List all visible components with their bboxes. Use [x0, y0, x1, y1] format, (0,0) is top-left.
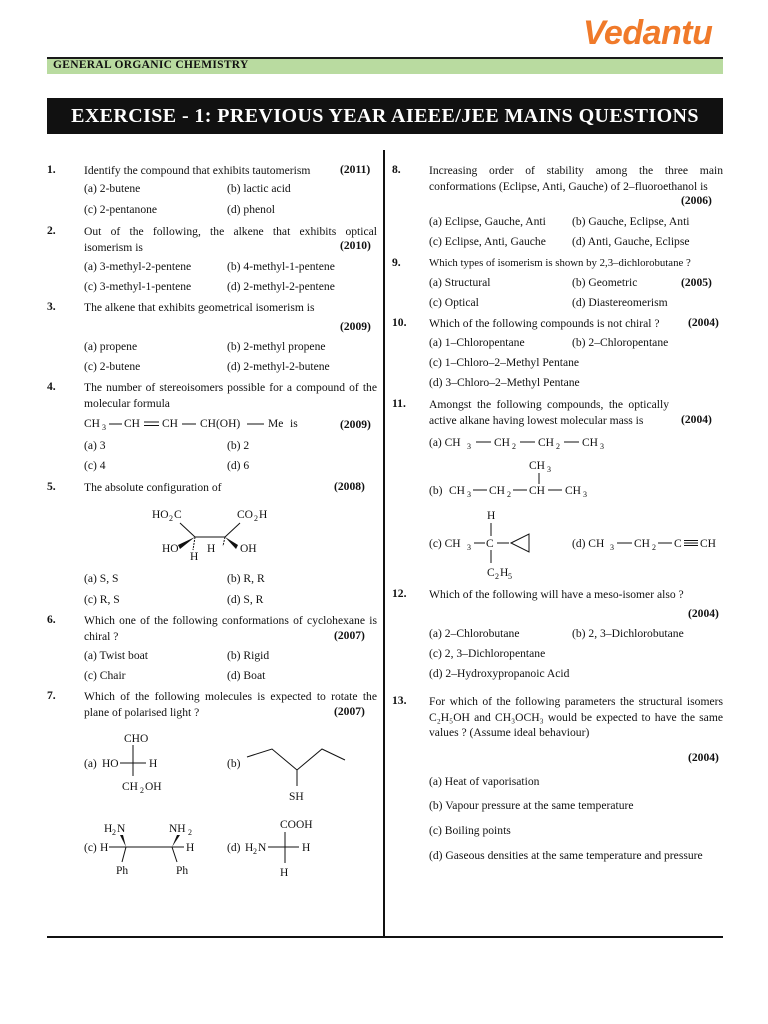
q11-option-c-structure — [429, 506, 569, 580]
svg-text:H: H — [190, 551, 199, 563]
svg-text:CH: CH — [494, 437, 510, 449]
svg-text:C: C — [674, 538, 682, 550]
svg-text:CH: CH — [162, 418, 178, 430]
q7-option-c-structure — [84, 820, 224, 880]
q11-number: 11. — [392, 397, 406, 410]
q2-option-d: (d) 2-methyl-2-pentene — [227, 280, 335, 293]
svg-text:NH: NH — [169, 823, 186, 835]
svg-text:5: 5 — [508, 572, 512, 581]
q13-option-c: (c) Boiling points — [429, 824, 511, 837]
q12-number: 12. — [392, 587, 407, 600]
svg-text:(a) CH: (a) CH — [429, 437, 461, 449]
svg-text:H: H — [280, 867, 289, 879]
q9-number: 9. — [392, 256, 401, 269]
svg-text:CH: CH — [449, 485, 465, 497]
q5-tartaric-acid-structure — [150, 505, 280, 565]
svg-text:CH(OH): CH(OH) — [200, 418, 241, 430]
svg-text:(d) CH: (d) CH — [572, 538, 605, 550]
q9-year: (2005) — [681, 276, 712, 289]
q2-text: Out of the following, the alkene that exhibits optical isomerism is — [84, 225, 377, 254]
q7-option-d-structure — [227, 818, 337, 880]
svg-text:2: 2 — [495, 572, 499, 581]
q9-text: Which types of isomerism is shown by 2,3–dichlorobutane ? — [429, 257, 691, 269]
svg-text:H: H — [100, 842, 109, 854]
q11-option-d-structure — [572, 534, 722, 556]
svg-text:2: 2 — [512, 442, 516, 451]
q8-number: 8. — [392, 163, 401, 176]
q8-year: (2006) — [681, 194, 712, 207]
column-divider — [383, 150, 385, 938]
q8-option-a: (a) Eclipse, Gauche, Anti — [429, 215, 546, 228]
svg-text:H: H — [487, 510, 496, 522]
svg-text:(d): (d) — [227, 842, 241, 854]
svg-text:OH: OH — [145, 781, 162, 793]
q5-text: The absolute configuration of — [84, 481, 222, 494]
svg-text:CH: CH — [529, 485, 545, 497]
svg-text:(c) CH: (c) CH — [429, 538, 461, 550]
svg-text:COOH: COOH — [280, 819, 313, 831]
q6-option-d: (d) Boat — [227, 669, 266, 682]
q10-option-d: (d) 3–Chloro–2–Methyl Pentane — [429, 376, 580, 389]
svg-text:H: H — [259, 509, 268, 521]
svg-text:Ph: Ph — [116, 865, 129, 877]
q4-option-a: (a) 3 — [84, 439, 106, 452]
q8-text: Increasing order of stability among the three main conformations (Eclipse, Anti, Gauche) of 2–fluoroethanol is — [429, 164, 723, 193]
svg-text:CO: CO — [237, 509, 253, 521]
q10-option-b: (b) 2–Chloropentane — [572, 336, 669, 349]
svg-text:3: 3 — [583, 490, 587, 499]
svg-text:is: is — [290, 418, 298, 430]
svg-text:C: C — [174, 509, 182, 521]
q2-option-c: (c) 3-methyl-1-pentene — [84, 280, 192, 293]
q1-option-a: (a) 2-butene — [84, 182, 141, 195]
svg-text:2: 2 — [507, 490, 511, 499]
svg-text:3: 3 — [467, 442, 471, 451]
svg-text:3: 3 — [102, 423, 106, 432]
svg-text:C: C — [487, 567, 495, 579]
q4-number: 4. — [47, 380, 56, 393]
q1-option-b: (b) lactic acid — [227, 182, 291, 195]
svg-text:3: 3 — [600, 442, 604, 451]
q1-option-d: (d) phenol — [227, 203, 275, 216]
q13-option-b: (b) Vapour pressure at the same temperature — [429, 799, 634, 812]
q11-option-b-structure — [429, 456, 599, 502]
svg-text:CH: CH — [565, 485, 581, 497]
q13-option-a: (a) Heat of vaporisation — [429, 775, 540, 788]
q5-year: (2008) — [334, 480, 365, 493]
q3-number: 3. — [47, 300, 56, 313]
svg-text:H: H — [186, 842, 195, 854]
q12-option-c: (c) 2, 3–Dichloropentane — [429, 647, 546, 660]
svg-text:3: 3 — [467, 543, 471, 552]
svg-text:HO: HO — [162, 543, 179, 555]
q3-option-b: (b) 2-methyl propene — [227, 340, 326, 353]
q4-text: The number of stereoisomers possible for a compound of the molecular formula — [84, 381, 377, 410]
svg-text:2: 2 — [652, 543, 656, 552]
svg-text:CH: CH — [529, 460, 545, 472]
svg-text:OH: OH — [240, 543, 257, 555]
svg-text:N: N — [117, 823, 126, 835]
q6-option-a: (a) Twist boat — [84, 649, 149, 662]
svg-text:2: 2 — [169, 514, 173, 523]
q1-number: 1. — [47, 163, 56, 176]
q4-option-b: (b) 2 — [227, 439, 250, 452]
q12-year: (2004) — [688, 607, 719, 620]
svg-text:N: N — [258, 842, 267, 854]
q11-option-a-structure — [429, 432, 629, 454]
q2-option-a: (a) 3-methyl-2-pentene — [84, 260, 192, 273]
q2-option-b: (b) 4-methyl-1-pentene — [227, 260, 335, 273]
bottom-rule — [47, 936, 723, 938]
q9-option-a: (a) Structural — [429, 276, 491, 289]
q1-year: (2011) — [340, 163, 371, 176]
topic-bar — [47, 57, 723, 74]
q7-year: (2007) — [334, 705, 365, 718]
q4-option-c: (c) 4 — [84, 459, 106, 472]
q13-year: (2004) — [688, 751, 719, 764]
q10-option-c: (c) 1–Chloro–2–Methyl Pentane — [429, 356, 580, 369]
svg-text:2: 2 — [140, 786, 144, 795]
q6-option-b: (b) Rigid — [227, 649, 270, 662]
svg-text:SH: SH — [289, 791, 304, 803]
svg-text:Ph: Ph — [176, 865, 189, 877]
svg-text:Me: Me — [268, 418, 284, 430]
q1-text: Identify the compound that exhibits tautomerism — [84, 164, 311, 177]
q3-text: The alkene that exhibits geometrical isomerism is — [84, 301, 315, 314]
q13-number: 13. — [392, 694, 407, 707]
svg-text:CH: CH — [634, 538, 650, 550]
svg-text:2: 2 — [253, 847, 257, 856]
q11-year: (2004) — [681, 413, 712, 426]
q2-year: (2010) — [340, 239, 371, 252]
q13-text: For which of the following parameters the structural isomers C₂H₅OH and CH₃OCH₃ would be expected to have the same values ? (Assume ideal behaviour) — [429, 695, 723, 739]
svg-text:2: 2 — [112, 828, 116, 837]
svg-text:H: H — [302, 842, 311, 854]
q12-option-b: (b) 2, 3–Dichlorobutane — [572, 627, 684, 640]
q4-formula — [84, 414, 324, 434]
svg-text:3: 3 — [610, 543, 614, 552]
q3-option-d: (d) 2-methyl-2-butene — [227, 360, 330, 373]
q1-option-c: (c) 2-pentanone — [84, 203, 158, 216]
q10-option-a: (a) 1–Chloropentane — [429, 336, 525, 349]
svg-text:(b): (b) — [227, 758, 241, 770]
q3-option-c: (c) 2-butene — [84, 360, 141, 373]
exercise-banner: EXERCISE - 1: PREVIOUS YEAR AIEEE/JEE MAINS QUESTIONS — [47, 98, 723, 134]
q8-option-d: (d) Anti, Gauche, Eclipse — [572, 235, 690, 248]
q12-text: Which of the following will have a meso-isomer also ? — [429, 588, 684, 601]
q7-number: 7. — [47, 689, 56, 702]
svg-text:2: 2 — [254, 514, 258, 523]
q7-option-a-structure — [84, 730, 204, 800]
q6-year: (2007) — [334, 629, 365, 642]
topic-title: GENERAL ORGANIC CHEMISTRY — [53, 59, 249, 71]
q2-number: 2. — [47, 224, 56, 237]
svg-text:2: 2 — [556, 442, 560, 451]
svg-text:CH: CH — [700, 538, 716, 550]
q12-option-d: (d) 2–Hydroxypropanoic Acid — [429, 667, 570, 680]
q7-option-b-structure — [227, 748, 357, 803]
q8-option-b: (b) Gauche, Eclipse, Anti — [572, 215, 690, 228]
svg-text:H: H — [500, 567, 509, 579]
q6-number: 6. — [47, 613, 56, 626]
q10-number: 10. — [392, 316, 407, 329]
svg-text:CH: CH — [538, 437, 554, 449]
q4-year: (2009) — [340, 418, 371, 431]
svg-text:(c): (c) — [84, 842, 97, 854]
svg-text:CH: CH — [489, 485, 505, 497]
svg-text:3: 3 — [547, 465, 551, 474]
svg-text:HO: HO — [102, 758, 119, 770]
svg-text:CH: CH — [84, 418, 100, 430]
q5-option-c: (c) R, S — [84, 593, 120, 606]
q6-text: Which one of the following conformations of cyclohexane is chiral ? — [84, 614, 377, 643]
q5-option-d: (d) S, R — [227, 593, 264, 606]
svg-text:H: H — [245, 842, 254, 854]
svg-text:2: 2 — [188, 828, 192, 837]
svg-text:3: 3 — [467, 490, 471, 499]
q9-option-b: (b) Geometric — [572, 276, 638, 289]
svg-text:(b): (b) — [429, 485, 443, 497]
q5-number: 5. — [47, 480, 56, 493]
svg-text:HO: HO — [152, 509, 169, 521]
q9-option-d: (d) Diastereomerism — [572, 296, 668, 309]
q8-option-c: (c) Eclipse, Anti, Gauche — [429, 235, 546, 248]
svg-text:H: H — [149, 758, 158, 770]
q4-option-d: (d) 6 — [227, 459, 250, 472]
q10-text: Which of the following compounds is not chiral ? — [429, 317, 660, 330]
q9-option-c: (c) Optical — [429, 296, 479, 309]
svg-text:CHO: CHO — [124, 733, 149, 745]
q11-text: Amongst the following compounds, the optically active alkane having lowest molecular mass is — [429, 398, 669, 427]
q3-year: (2009) — [340, 320, 371, 333]
q3-option-a: (a) propene — [84, 340, 138, 353]
svg-text:CH: CH — [124, 418, 140, 430]
svg-text:CH: CH — [582, 437, 598, 449]
svg-text:H: H — [207, 543, 216, 555]
svg-text:CH: CH — [122, 781, 138, 793]
q5-option-b: (b) R, R — [227, 572, 265, 585]
q10-year: (2004) — [688, 316, 719, 329]
q12-option-a: (a) 2–Chlorobutane — [429, 627, 520, 640]
svg-text:(a): (a) — [84, 758, 97, 770]
q7-text: Which of the following molecules is expected to rotate the plane of polarised light ? — [84, 690, 377, 719]
q6-option-c: (c) Chair — [84, 669, 126, 682]
svg-text:H: H — [104, 823, 113, 835]
q5-option-a: (a) S, S — [84, 572, 119, 585]
svg-text:C: C — [486, 538, 494, 550]
q13-option-d: (d) Gaseous densities at the same temperature and pressure — [429, 849, 703, 862]
vedantu-logo: Vedantu — [583, 14, 713, 52]
